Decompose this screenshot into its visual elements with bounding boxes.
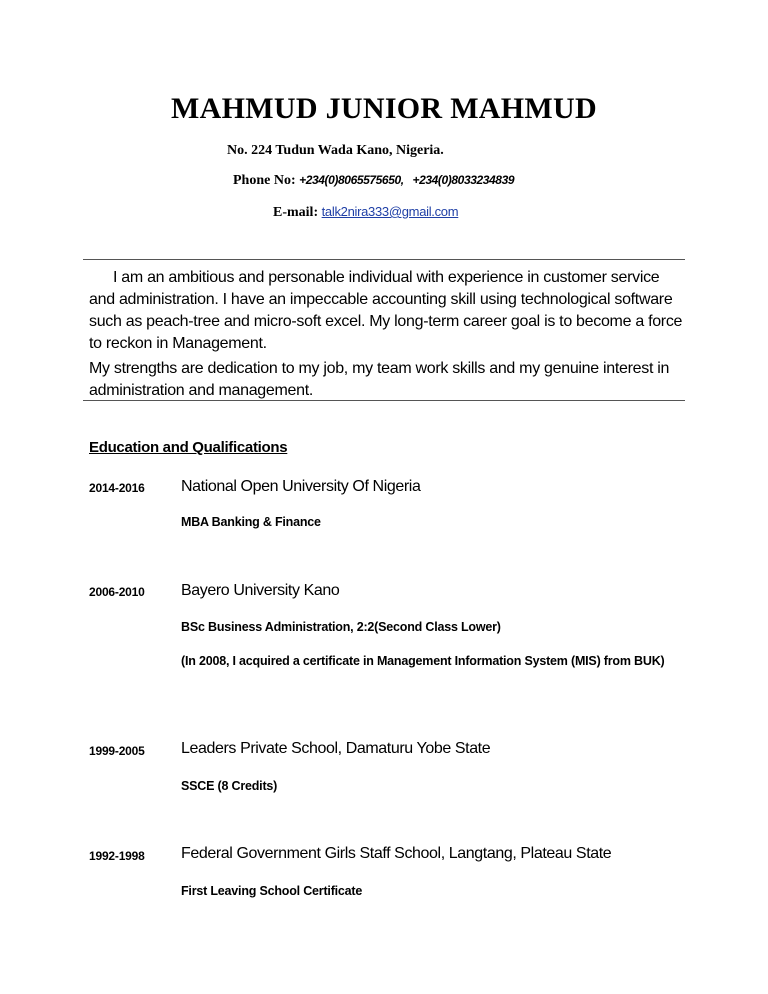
summary-top-rule bbox=[83, 259, 685, 260]
education-detail: First Leaving School Certificate bbox=[181, 884, 363, 898]
education-institution: Federal Government Girls Staff School, Langtang, Plateau State bbox=[181, 845, 612, 862]
email-link[interactable]: talk2nira333@gmail.com bbox=[321, 204, 459, 219]
phone-label: Phone No: bbox=[233, 173, 296, 188]
resume-name: MAHMUD JUNIOR MAHMUD bbox=[171, 92, 597, 125]
education-heading: Education and Qualifications bbox=[89, 439, 288, 456]
education-institution: National Open University Of Nigeria bbox=[181, 478, 421, 495]
summary-block bbox=[89, 267, 685, 402]
education-year: 2014-2016 bbox=[89, 481, 145, 495]
education-detail: (In 2008, I acquired a certificate in Management Information System (MIS) from BUK) bbox=[181, 654, 665, 668]
phone-numbers: +234(0)8065575650, +234(0)8033234839 bbox=[299, 173, 515, 187]
summary-bottom-rule bbox=[83, 400, 685, 401]
summary-paragraph-2: My strengths are dedication to my job, my team work skills and my genuine interest in administration and management. bbox=[89, 360, 670, 399]
education-detail: BSc Business Administration, 2:2(Second Class Lower) bbox=[181, 620, 501, 634]
education-institution: Leaders Private School, Damaturu Yobe State bbox=[181, 740, 491, 757]
email-line bbox=[273, 204, 458, 221]
education-institution: Bayero University Kano bbox=[181, 582, 340, 599]
phone-line bbox=[233, 173, 514, 189]
education-year: 1992-1998 bbox=[89, 849, 145, 863]
education-year: 1999-2005 bbox=[89, 744, 145, 758]
summary-paragraph-1: I am an ambitious and personable individual with experience in customer service and administration. I have an impeccable accounting skill using technological software such as peach-tree and micro-soft excel. My long-term career goal is to become a force to reckon in Management. bbox=[89, 269, 683, 352]
address: No. 224 Tudun Wada Kano, Nigeria. bbox=[227, 143, 444, 158]
education-detail: SSCE (8 Credits) bbox=[181, 779, 278, 793]
email-label: E-mail: bbox=[273, 205, 319, 220]
education-detail: MBA Banking & Finance bbox=[181, 515, 321, 529]
education-year: 2006-2010 bbox=[89, 585, 145, 599]
